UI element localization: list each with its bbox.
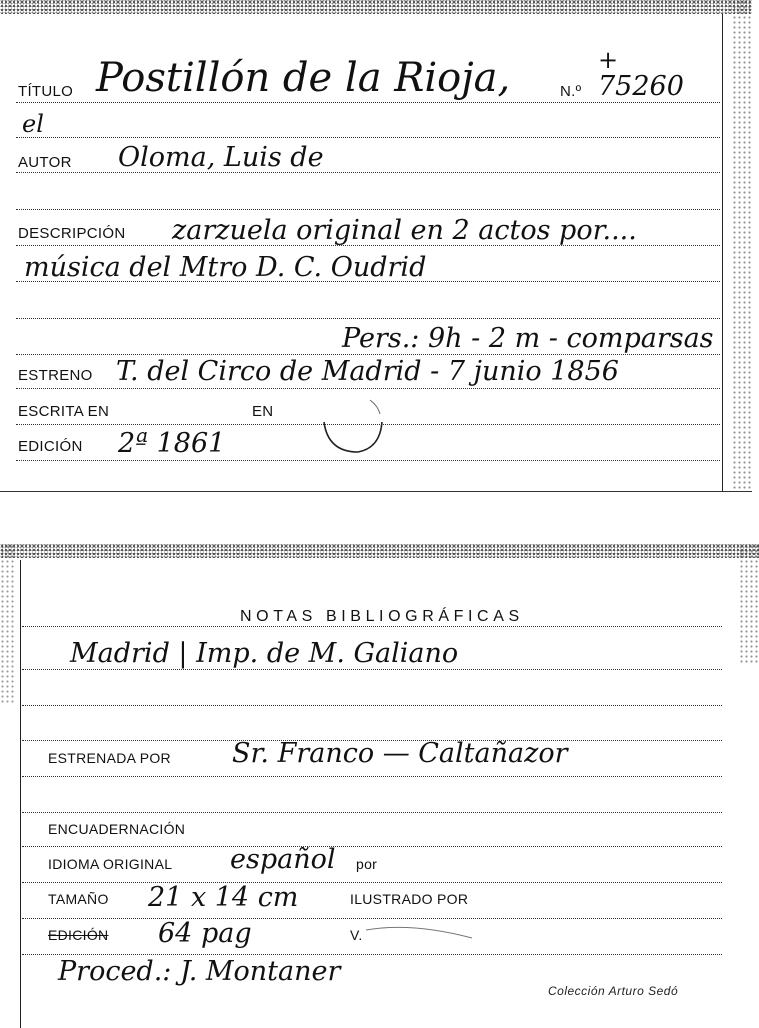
edition-rule [16,460,720,461]
escrita-en-label: ESCRITA EN [18,403,110,420]
rule [22,705,722,706]
proced-value: Proced.: J. Montaner [58,956,341,987]
card-right-edge [739,544,759,664]
edicion-value: 2ª 1861 [118,428,226,459]
tamano-rule [22,918,722,919]
idioma-value: español [230,844,336,875]
card-right-edge [732,0,752,492]
stamp-mark [318,392,388,458]
v-label: V. [350,927,363,943]
collection-credit: Colección Arturo Sedó [548,984,679,998]
encuadernacion-rule [22,846,722,847]
card-left-edge [0,544,16,704]
edicion-label: EDICIÓN [18,438,83,455]
tamano-label: TAMAÑO [48,891,109,907]
notes-title: NOTAS BIBLIOGRÁFICAS [240,608,524,625]
card-left-border [20,560,21,1028]
rule [16,318,720,319]
card-right-border [722,14,723,492]
autor-value: Oloma, Luis de [118,142,324,173]
numero-value: 75260 [598,71,684,102]
ilustrado-label: ILUSTRADO POR [350,891,469,907]
rule [16,137,720,138]
estrenada-rule [22,776,722,777]
numero-mark: + [598,46,619,74]
rule [16,354,720,355]
notes-rule [22,626,722,627]
en-label: EN [252,403,274,420]
estreno-value: T. del Circo de Madrid - 7 junio 1856 [116,356,619,387]
rule [16,209,720,210]
card-bottom-edge [0,491,752,492]
estrenada-label: ESTRENADA POR [48,750,171,766]
tamano-value: 21 x 14 cm [148,882,299,913]
idioma-label: IDIOMA ORIGINAL [48,856,173,872]
imprint-value: Madrid | Imp. de M. Galiano [70,638,459,669]
stamp-mark [362,920,482,964]
titulo-value: Postillón de la Rioja, [96,55,511,101]
titulo-label: TÍTULO [18,83,74,100]
article-value: el [22,110,44,138]
card-top-edge [0,544,759,558]
idioma-rule [22,882,722,883]
catalog-card-back [0,544,759,1028]
por-label: por [356,856,378,872]
encuadernacion-label: ENCUADERNACIÓN [48,821,186,837]
edicion-value: 64 pag [158,918,252,949]
premiere-rule [16,388,720,389]
edicion-label: EDICIÓN [48,927,109,943]
estreno-label: ESTRENO [18,367,93,384]
descripcion-line1: zarzuela original en 2 actos por.... [172,215,637,246]
descripcion-line2: música del Mtro D. C. Oudrid [24,252,427,283]
autor-label: AUTOR [18,154,72,171]
numero-label: N.º [560,83,582,100]
catalog-card-front [0,0,752,492]
descripcion-label: DESCRIPCIÓN [18,225,126,242]
card-top-edge [0,0,752,14]
personajes-note: Pers.: 9h - 2 m - comparsas [342,323,714,354]
rule [22,812,722,813]
imprint-rule [22,669,722,670]
estrenada-value: Sr. Franco — Caltañazor [232,738,568,769]
title-rule [16,102,720,103]
